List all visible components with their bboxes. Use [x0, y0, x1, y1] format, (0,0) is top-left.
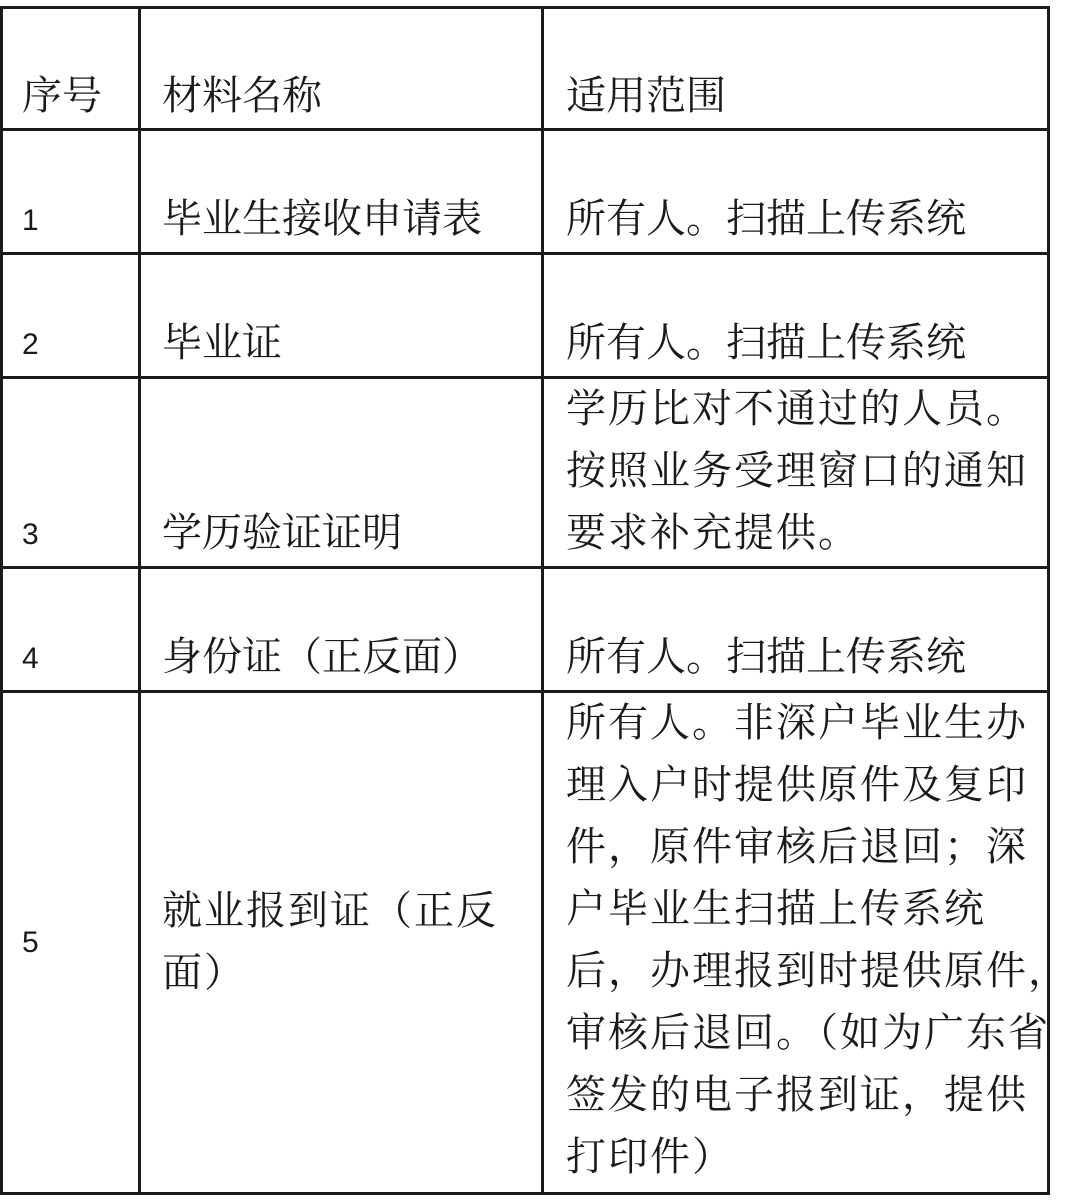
header-index: 序号: [22, 73, 102, 119]
row-5-scope-line: 打印件）: [566, 1134, 734, 1180]
row-divider: [0, 566, 1050, 569]
row-5-scope-line: 理入户时提供原件及复印: [566, 762, 1028, 808]
header-name: 材料名称: [162, 73, 322, 119]
row-5-scope-line: 件，原件审核后退回；深: [566, 824, 1028, 870]
row-4-scope: 所有人。扫描上传系统: [566, 634, 966, 680]
row-2-scope: 所有人。扫描上传系统: [566, 320, 966, 366]
column-divider: [138, 6, 141, 1195]
row-5-name-line: 面）: [162, 950, 246, 996]
row-5-scope-line: 签发的电子报到证，提供: [566, 1072, 1028, 1118]
row-3-index: 3: [22, 518, 39, 551]
header-scope: 适用范围: [566, 73, 726, 119]
row-3-name: 学历验证证明: [162, 510, 402, 556]
column-divider: [541, 6, 544, 1195]
row-3-scope-line: 要求补充提供。: [566, 510, 860, 556]
row-5-scope: [566, 692, 1070, 1188]
row-divider: [0, 252, 1050, 255]
row-3-scope-line: 学历比对不通过的人员。: [566, 386, 1028, 432]
row-3-scope-line: 按照业务受理窗口的通知: [566, 448, 1028, 494]
row-5-name-line: 就业报到证（正反: [162, 888, 498, 934]
table-border-top: [0, 6, 1050, 9]
row-4-index: 4: [22, 642, 39, 675]
row-3-scope: [566, 378, 1028, 564]
row-divider: [0, 128, 1050, 131]
row-5-scope-line: 户毕业生扫描上传系统: [566, 886, 986, 932]
row-1-name: 毕业生接收申请表: [162, 196, 482, 242]
row-5-name: [162, 880, 498, 1004]
table-border-left: [0, 6, 3, 1195]
table-border-bottom: [0, 1192, 1050, 1195]
row-2-name: 毕业证: [162, 320, 282, 366]
row-5-scope-line: 审核后退回。（如为广东省: [566, 1010, 1050, 1056]
row-1-index: 1: [22, 204, 39, 237]
row-5-scope-line: 后，办理报到时提供原件，: [566, 948, 1070, 994]
row-5-scope-line: 所有人。非深户毕业生办: [566, 700, 1028, 746]
row-1-scope: 所有人。扫描上传系统: [566, 196, 966, 242]
row-2-index: 2: [22, 328, 39, 361]
row-4-name: 身份证（正反面）: [162, 634, 482, 680]
row-5-index: 5: [22, 926, 39, 959]
